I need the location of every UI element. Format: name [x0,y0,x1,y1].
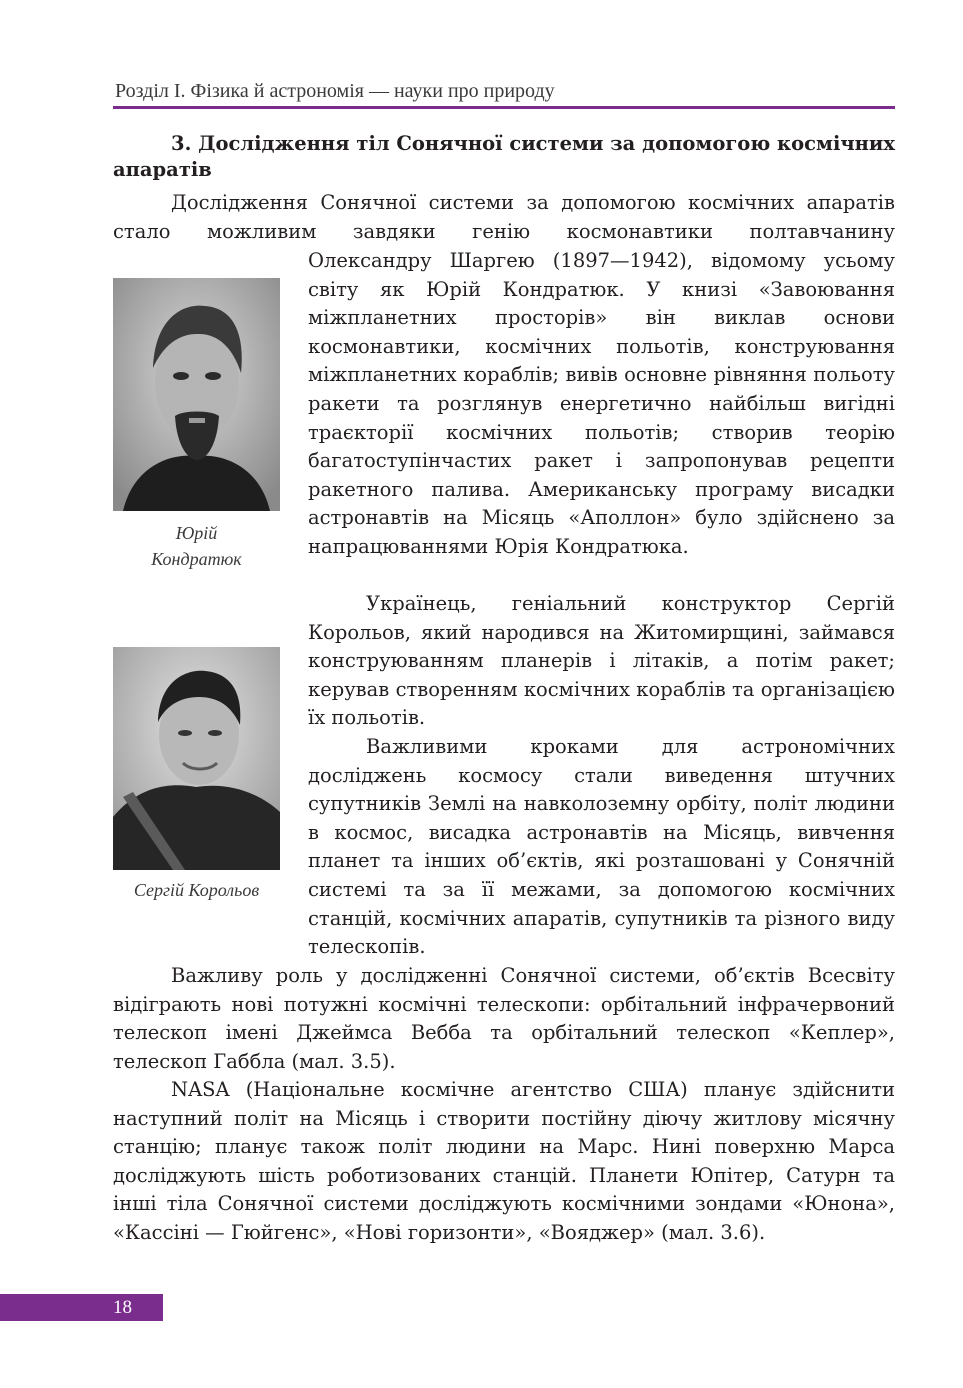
korolov-caption: Сергій Корольов [133,880,260,900]
paragraph-3: Важливими кроками для астрономічних досліджень космосу стали виведення штучних супутників Землі на навколоземну орбіту, політ людини в космос, висадка астронавтів на Місяць, вивчення планет та інших об’єктів, які розташовані у Сонячній системі та за її межами, за допомогою космічних станцій, космічних апаратів, супутників та різного виду телескопів. [308,735,895,959]
page-number-tab [0,1294,163,1321]
page-number: 18 [113,1297,132,1318]
paragraph-2: Українець, геніальний конструктор Сергій Корольов, який народився на Житомирщині, займався конструюванням планерів і літаків, а потім ракет; керував створенням космічних кораблів та організацією їх польотів. [308,592,895,730]
portrait-korolov-icon [113,647,280,870]
section-title: 3. Дослідження тіл Сонячної системи за допомогою космічних апаратів [113,132,896,181]
kondratiuk-caption-line1: Юрій [175,523,218,543]
kondratiuk-caption-line2: Кондратюк [151,549,242,569]
paragraph-4: Важливу роль у дослідженні Сонячної системи, об’єктів Всесвіту відіграють нові потужні космічні телескопи: орбітальний інфрачервоний телескоп імені Джеймса Вебба та орбітальний телескоп «Кеплер», телескоп Габбла (мал. 3.5). [113,964,895,1073]
kondratiuk-photo [113,278,280,511]
header-rule [113,106,895,109]
running-title: Розділ I. Фізика й астрономія — науки про природу [115,80,555,102]
korolov-photo [113,647,280,870]
paragraph-1-wrap: Олександру Шаргею (1897—1942), відомому усьому світу як Юрій Кондратюк. У книзі «Завоювання міжпланетних просторів» він виклав основи космонавтики, космічних польотів, конструювання міжпланетних кораблів; вивів основне рівняння польоту ракети та розглянув енергетично найбільш вигідні траєкторії космічних польотів; створив теорію багатоступінчастих ракет і запропонував рецепти ракетного палива. Американську програму висадки астронавтів на Місяць «Аполлон» було здійснено за напрацюваннями Юрія Кондратюка. [308,249,895,558]
kondratiuk-caption [113,520,280,572]
portrait-kondratiuk-icon [113,278,280,511]
paragraph-5: NASA (Національне космічне агентство США) планує здійснити наступний політ на Місяць і створити постійну діючу житлову місячну станцію; планує також політ людини на Марс. Нині поверхню Марса досліджують шість роботизованих станцій. Планети Юпітер, Сатурн та інші тіла Сонячної системи досліджують космічними зондами «Юнона», «Кассіні — Гюйгенс», «Нові горизонти», «Вояджер» (мал. 3.6). [113,1078,895,1244]
paragraph-1-full: Дослідження Сонячної системи за допомогою космічних апаратів стало можливим завдяки генію космонавтики полтавчанину [113,191,895,243]
